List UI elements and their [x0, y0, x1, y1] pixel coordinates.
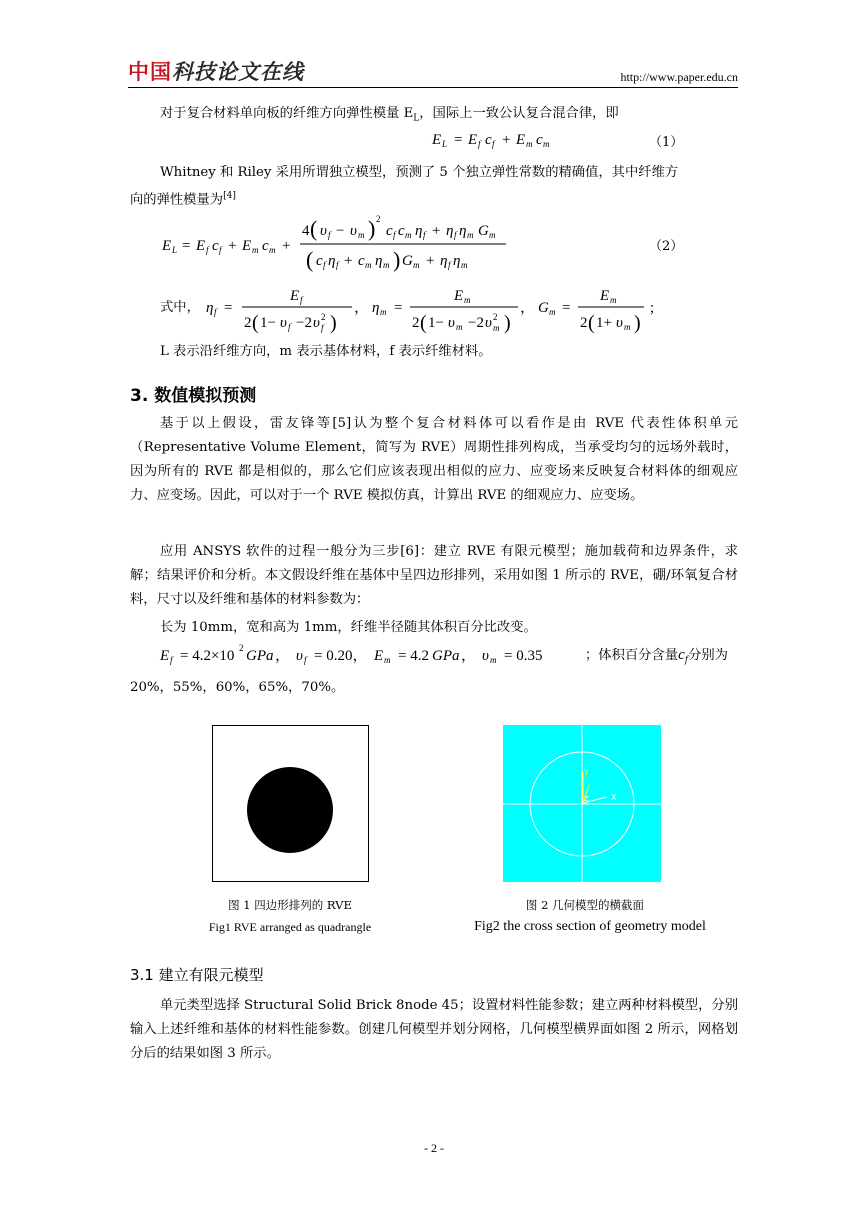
- section-3-1-heading: 3.1 建立有限元模型: [130, 966, 264, 984]
- figure-1: [212, 725, 369, 882]
- svg-text:m: m: [543, 139, 550, 149]
- svg-text:m: m: [358, 230, 365, 240]
- figure-2: [503, 725, 661, 882]
- svg-text:=: =: [454, 132, 463, 148]
- svg-text:m: m: [526, 139, 533, 149]
- svg-text:(: (: [306, 247, 314, 272]
- svg-text:c: c: [262, 238, 269, 254]
- svg-text:= 4.2×10: = 4.2×10: [180, 648, 235, 664]
- svg-text:f: f: [288, 322, 291, 332]
- svg-text:E: E: [374, 648, 384, 664]
- svg-text:2: 2: [376, 214, 381, 224]
- parameters-line-2: 20%，55%，60%，65%，70%。: [130, 680, 345, 695]
- svg-text:υ: υ: [485, 315, 492, 331]
- svg-text:): ): [368, 216, 376, 241]
- svg-text:m: m: [489, 230, 496, 240]
- svg-text:，: ，: [461, 648, 477, 664]
- svg-text:f: f: [492, 139, 495, 149]
- svg-text:1−: 1−: [260, 315, 276, 331]
- figure-2-image: [503, 725, 661, 882]
- section-3-paragraph-2: 应用 ANSYS 软件的过程一般分为三步[6]：建立 RVE 有限元模型；施加载荷和边界条件，求解；结果评价和分析。本文假设纤维在基体中呈四边形排列，采用如图 1 所示的 RVE，硼/环氧复合材料，尺寸以及纤维和基体的材料参数为：: [130, 544, 738, 607]
- svg-text:=: =: [394, 300, 403, 316]
- svg-text:f: f: [336, 260, 339, 270]
- svg-text:2: 2: [493, 312, 498, 322]
- svg-text:=: =: [224, 300, 233, 316]
- svg-text:f: f: [448, 260, 451, 270]
- svg-text:m: m: [549, 307, 556, 317]
- axis-label-x: X: [611, 793, 617, 802]
- svg-text:E: E: [454, 288, 464, 304]
- figure-2-caption-en: Fig2 the cross section of geometry model: [474, 919, 706, 934]
- svg-text:m: m: [624, 322, 631, 332]
- svg-text:(: (: [252, 312, 259, 334]
- logo-dark-text: 科技论文在线: [172, 60, 304, 84]
- svg-text:f: f: [478, 139, 481, 149]
- svg-text:，: ，: [354, 300, 370, 316]
- where-definitions: [204, 282, 664, 338]
- svg-text:υ: υ: [320, 223, 327, 239]
- svg-text:f: f: [214, 307, 217, 317]
- svg-text:E: E: [600, 288, 610, 304]
- svg-text:c: c: [398, 223, 405, 239]
- equation-1: [430, 128, 570, 150]
- svg-text:E: E: [242, 238, 252, 254]
- svg-text:υ: υ: [448, 315, 455, 331]
- intro-line-3: 向的弹性模量为[4]: [130, 191, 236, 208]
- svg-text:1−: 1−: [428, 315, 444, 331]
- svg-text:): ): [330, 312, 337, 334]
- svg-text:m: m: [365, 260, 372, 270]
- svg-text:η: η: [375, 253, 383, 269]
- svg-text:m: m: [269, 245, 276, 255]
- svg-text:f: f: [300, 295, 303, 305]
- svg-text:(: (: [588, 312, 595, 334]
- svg-text:+: +: [282, 238, 291, 254]
- svg-text:): ): [634, 312, 641, 334]
- equation-2: [160, 210, 540, 276]
- svg-text:m: m: [490, 655, 497, 665]
- svg-text:2: 2: [412, 315, 420, 331]
- header-url[interactable]: http://www.paper.edu.cn: [620, 70, 738, 84]
- svg-text:−: −: [336, 223, 345, 239]
- svg-text:=: =: [182, 238, 191, 254]
- svg-text:E: E: [290, 288, 300, 304]
- svg-text:f: f: [206, 245, 209, 255]
- svg-text:f: f: [304, 655, 307, 665]
- header-rule: [128, 87, 738, 88]
- page-number: - 2 -: [424, 1141, 444, 1155]
- figure-1-caption-en: Fig1 RVE arranged as quadrangle: [208, 920, 372, 934]
- svg-text:2: 2: [321, 312, 326, 322]
- svg-text:c: c: [316, 253, 323, 269]
- svg-text:+: +: [502, 132, 511, 148]
- svg-text:f: f: [393, 230, 396, 240]
- svg-text:GPa: GPa: [246, 648, 274, 664]
- logo-red-text: 中国: [128, 60, 172, 84]
- svg-text:η: η: [453, 253, 461, 269]
- equation-1-number: （1）: [649, 135, 684, 150]
- svg-text:m: m: [461, 260, 468, 270]
- svg-text:f: f: [328, 230, 331, 240]
- svg-text:GPa: GPa: [432, 648, 460, 664]
- svg-text:): ): [504, 312, 511, 334]
- svg-text:+: +: [432, 223, 441, 239]
- figure-2-caption-cn: 图 2 几何模型的横截面: [525, 898, 645, 912]
- site-logo[interactable]: [128, 60, 304, 86]
- svg-text:c: c: [386, 223, 393, 239]
- intro-line-1: 对于复合材料单向板的纤维方向弹性模量 $E_L$，国际上一致公认复合混合律，即: [160, 106, 619, 124]
- svg-text:m: m: [456, 322, 463, 332]
- svg-text:E: E: [196, 238, 206, 254]
- svg-text:(: (: [310, 216, 318, 241]
- axis-label-y: Y: [584, 768, 589, 777]
- svg-text:η: η: [446, 223, 454, 239]
- svg-text:，: ，: [520, 300, 536, 316]
- svg-text:η: η: [328, 253, 336, 269]
- svg-text:L: L: [442, 139, 448, 149]
- svg-text:+: +: [344, 253, 353, 269]
- svg-text:2: 2: [580, 315, 588, 331]
- svg-text:−2: −2: [296, 315, 312, 331]
- svg-text:f: f: [170, 655, 173, 665]
- where-label: 式中，: [160, 300, 200, 315]
- svg-text:2: 2: [239, 643, 244, 653]
- svg-text:m: m: [493, 323, 500, 333]
- svg-text:+: +: [426, 253, 435, 269]
- svg-text:c: c: [358, 253, 365, 269]
- svg-text:m: m: [610, 295, 617, 305]
- svg-text:= 0.35: = 0.35: [504, 648, 543, 664]
- svg-text:，: ，: [275, 648, 291, 664]
- svg-text:;: ;: [650, 300, 655, 316]
- svg-text:f: f: [454, 230, 457, 240]
- svg-text:f: f: [321, 323, 324, 333]
- svg-text:υ: υ: [296, 648, 303, 664]
- svg-text:c: c: [536, 132, 543, 148]
- svg-text:η: η: [372, 300, 380, 316]
- svg-text:m: m: [413, 260, 420, 270]
- fiber-cross-section: [247, 767, 333, 853]
- svg-text:υ: υ: [482, 648, 489, 664]
- intro-line-2: Whitney 和 Riley 采用所谓独立模型，预测了 5 个独立弹性常数的精确值，其中纤维方: [160, 165, 679, 180]
- svg-text:= 4.2: = 4.2: [398, 648, 429, 664]
- svg-text:−2: −2: [468, 315, 484, 331]
- svg-text:υ: υ: [616, 315, 623, 331]
- equation-2-number: （2）: [649, 239, 684, 254]
- svg-text:(: (: [420, 312, 427, 334]
- svg-text:L: L: [172, 245, 178, 255]
- legend-line: L 表示沿纤维方向，m 表示基体材料，f 表示纤维材料。: [160, 344, 492, 359]
- svg-text:G: G: [538, 300, 549, 316]
- svg-text:c: c: [212, 238, 219, 254]
- svg-text:1+: 1+: [596, 315, 612, 331]
- section-3-1-paragraph: 单元类型选择 Structural Solid Brick 8node 45；设置材料性能参数；建立两种材料模型，分别输入上述纤维和基体的材料性能参数。创建几何模型并划分网格，几何模型横界面如图 2 所示，网格划分后的结果如图 3 所示。: [130, 998, 738, 1061]
- svg-text:f: f: [423, 230, 426, 240]
- svg-text:η: η: [415, 223, 423, 239]
- svg-text:m: m: [383, 260, 390, 270]
- svg-text:m: m: [467, 230, 474, 240]
- svg-text:E: E: [160, 648, 170, 664]
- figure-1-image: [213, 726, 368, 881]
- svg-text:G: G: [478, 223, 489, 239]
- svg-text:η: η: [206, 300, 214, 316]
- svg-text:m: m: [464, 295, 471, 305]
- parameters-tail: ；体积百分含量$c_f$分别为: [585, 647, 728, 666]
- axis-label-z: Z: [584, 795, 589, 803]
- svg-text:m: m: [252, 245, 259, 255]
- svg-text:c: c: [485, 132, 492, 148]
- svg-text:η: η: [459, 223, 467, 239]
- svg-text:m: m: [380, 307, 387, 317]
- svg-text:2: 2: [244, 315, 252, 331]
- svg-text:E: E: [162, 238, 172, 254]
- svg-text:): ): [393, 247, 401, 272]
- svg-text:m: m: [384, 655, 391, 665]
- section-3-paragraph-1: 基于以上假设，雷友锋等[5]认为整个复合材料体可以看作是由 RVE 代表性体积单元（Representative Volume Element，简写为 RVE）周期性排列构成，当承受均匀的远场外载时，因为所有的 RVE 都是相似的，那么它们应该表现出相似的应力、应变场来反映复合材料体的细观应力、应变场。因此，可以对于一个 RVE 模拟仿真，计算出 RVE 的细观应力、应变场。: [130, 416, 738, 503]
- svg-text:υ: υ: [280, 315, 287, 331]
- svg-text:η: η: [440, 253, 448, 269]
- svg-text:m: m: [405, 230, 412, 240]
- svg-text:E: E: [516, 132, 526, 148]
- svg-text:= 0.20，: = 0.20，: [314, 648, 368, 664]
- svg-text:f: f: [219, 245, 222, 255]
- figure-1-caption-cn: 图 1 四边形排列的 RVE: [228, 898, 352, 912]
- svg-text:E: E: [432, 132, 442, 148]
- section-3-heading: 3. 数值模拟预测: [130, 386, 257, 406]
- svg-text:G: G: [402, 253, 413, 269]
- svg-text:=: =: [562, 300, 571, 316]
- section-3-paragraph-3: 长为 10mm，宽和高为 1mm，纤维半径随其体积百分比改变。: [160, 620, 537, 635]
- svg-text:4: 4: [302, 223, 310, 239]
- material-parameters: [158, 640, 588, 668]
- svg-text:f: f: [323, 260, 326, 270]
- svg-text:+: +: [228, 238, 237, 254]
- svg-text:υ: υ: [350, 223, 357, 239]
- svg-text:E: E: [468, 132, 478, 148]
- svg-text:υ: υ: [313, 315, 320, 331]
